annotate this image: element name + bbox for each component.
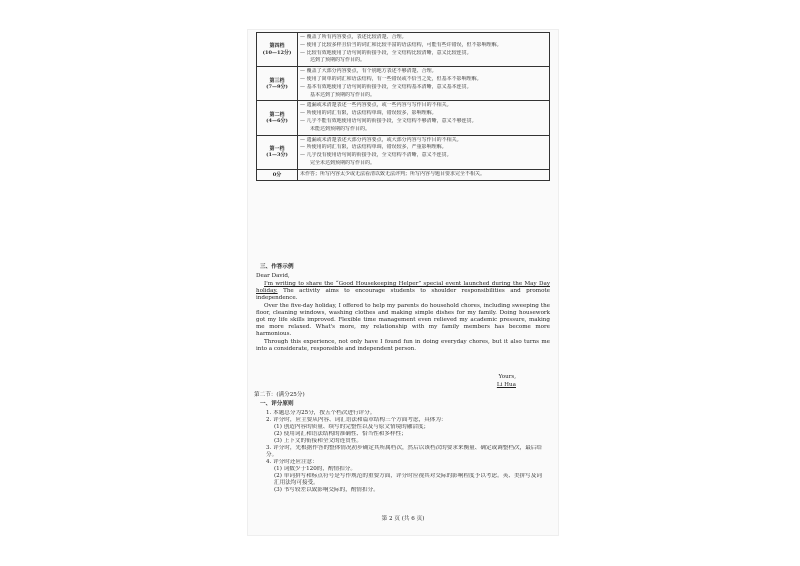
grade-level-cell: [257, 135, 298, 169]
grade-description-cell: [298, 101, 550, 135]
principle-item: (1) 词数少于120的，酌情扣分。: [274, 465, 356, 472]
grade-description-line: — 遗漏或未清楚表述一些内容要点，或一些内容与写作目的不相关。: [300, 102, 452, 109]
grade-description-line: — 几乎不能有效地使用语句间的衔接手段，全文结构不够清晰，意义不够连贯。: [300, 117, 477, 124]
principle-item: 3. 评分时，先根据作答的整体情况初步确定其所属档次，然后以该档次的要求来衡量、确定或调整档次，最后给分。: [266, 444, 542, 458]
grade-range: (1—3分): [266, 152, 288, 159]
letter-signature: Li Hua: [496, 382, 516, 388]
grade-description-line: — 使用了比较多样且恰当的词汇和比较丰富的语法结构，可能有些许错误，但不影响理解。: [300, 41, 502, 48]
letter-paragraph-2: Over the five-day holiday, I offered to help my parents do household chores, including sweeping the floor, cleaning windows, washing clothes and making simple dishes for my family. Doing housework got my life skills improved. Flexible time management even relieved my academic pressure, making me more relaxed. What's more, my relationship with my family members has become more harmonious.: [256, 302, 550, 337]
principle-item: 4. 评分时还应注意：: [266, 458, 318, 465]
grade-description-line: 未作答；所写内容太少或无法看清以致无法评判；所写内容与题目要求完全不相关。: [300, 170, 486, 177]
grade-description-cell: [298, 169, 550, 180]
letter-p1-rest: The activity aims to encourage students to shoulder responsibilities and promote independence.: [256, 287, 550, 301]
principles-list: [266, 410, 542, 494]
grade-row: [257, 169, 550, 180]
grade-level-cell: [257, 101, 298, 135]
grade-description-line: — 覆盖了大部分内容要点，有个别地方表述不够清楚、合理。: [300, 68, 437, 75]
letter-salutation: Dear David,: [256, 273, 290, 279]
grade-level: 第三档: [269, 77, 285, 84]
grade-description-line: — 所使用的词汇有限，语法结构单调，错误较多，严重影响理解。: [300, 144, 447, 151]
grade-level-cell: [257, 169, 298, 180]
grade-description-cell: [298, 67, 550, 101]
grade-row: [257, 33, 550, 67]
grade-description-line: — 覆盖了所有内容要点，表述比较清楚、合理。: [300, 34, 407, 40]
sample-letter: [256, 273, 550, 354]
grade-description-cell: [298, 135, 550, 169]
grade-level: 0分: [272, 171, 282, 178]
principle-item: (2) 使用词汇和语法结构的准确性、恰当性和多样性；: [274, 430, 407, 437]
principle-item: 2. 评分时，应主要从内容、词汇语法和篇章结构三个方面考虑，具体为：: [266, 416, 447, 423]
page-footer: 第 2 页 (共 6 页): [381, 516, 425, 522]
principle-item: (3) 上下文的衔接和全文的连贯性。: [274, 437, 363, 444]
grade-level: 第二档: [269, 111, 285, 118]
grade-description-line: 基本达到了预期的写作目的。: [310, 91, 376, 98]
grade-level: 第一档: [269, 145, 285, 152]
part2-title: 第二节：(满分25分): [254, 392, 305, 398]
principle-item: (1) 创造内容的质量、续写的完整性以及与原文情境的融洽度；: [274, 423, 430, 430]
grade-description-line: — 遗漏或未清楚表述大部分内容要点，或大部分内容与写作目的不相关。: [300, 136, 462, 143]
document-page: [248, 30, 558, 535]
letter-paragraph-1: [256, 281, 550, 302]
grade-description-cell: [298, 33, 550, 67]
grade-level: 第四档: [269, 43, 285, 50]
grade-description-line: 达到了预期的写作目的。: [310, 57, 366, 64]
grade-range: (4—6分): [266, 117, 288, 124]
grading-table: [256, 32, 550, 181]
grade-row: [257, 101, 550, 135]
grade-description-line: — 使用了简单的词汇和语法结构，有一些错误或不恰当之处，但基本不影响理解。: [300, 75, 482, 82]
grade-description-line: — 几乎没有使用语句间的衔接手段，全文结构不清晰，意义不连贯。: [300, 152, 452, 159]
letter-paragraph-3: Through this experience, not only have I found fun in doing everyday chores, but it also turns me into a considerate, responsible and independent person.: [256, 338, 550, 352]
grade-description-line: — 基本有效地使用了语句间的衔接手段，全文结构基本清晰，意义基本连贯。: [300, 83, 472, 90]
grade-description-line: 未能达到预期的写作目的。: [310, 125, 371, 132]
scoring-principles-title: 一、评分原则: [260, 401, 294, 407]
grade-range: (7—9分): [266, 83, 288, 90]
grade-level-cell: [257, 67, 298, 101]
principle-item: (2) 单词拼写和标点符号是写作规范的重要方面，评分时应视其对交际的影响程度予以考虑。英、美拼写及词汇用法均可接受。: [274, 472, 542, 486]
grade-description-line: — 比较有效地使用了语句间的衔接手段，全文结构比较清晰，意义比较连贯。: [300, 49, 472, 56]
section3-title: 三、作答示例: [260, 264, 294, 270]
grade-row: [257, 67, 550, 101]
grade-description-line: — 所使用的词汇有限，语法结构单调，错误较多，影响理解。: [300, 110, 437, 117]
grade-row: [257, 135, 550, 169]
letter-closing: Yours,: [498, 374, 516, 380]
grade-description-line: 完全未达到预期的写作目的。: [310, 159, 376, 166]
principle-item: (3) 书写较差以致影响交际的，酌情扣分。: [274, 486, 379, 493]
letter-underlined-sentence: I'm writing to share the “Good Housekeeping Helper” special event launched during the May Day holiday.: [256, 280, 550, 294]
grade-level-cell: [257, 33, 298, 67]
principle-item: 1. 本题总分为25分，按五个档次进行评分。: [266, 410, 376, 416]
grade-range: (10—12分): [262, 49, 292, 56]
